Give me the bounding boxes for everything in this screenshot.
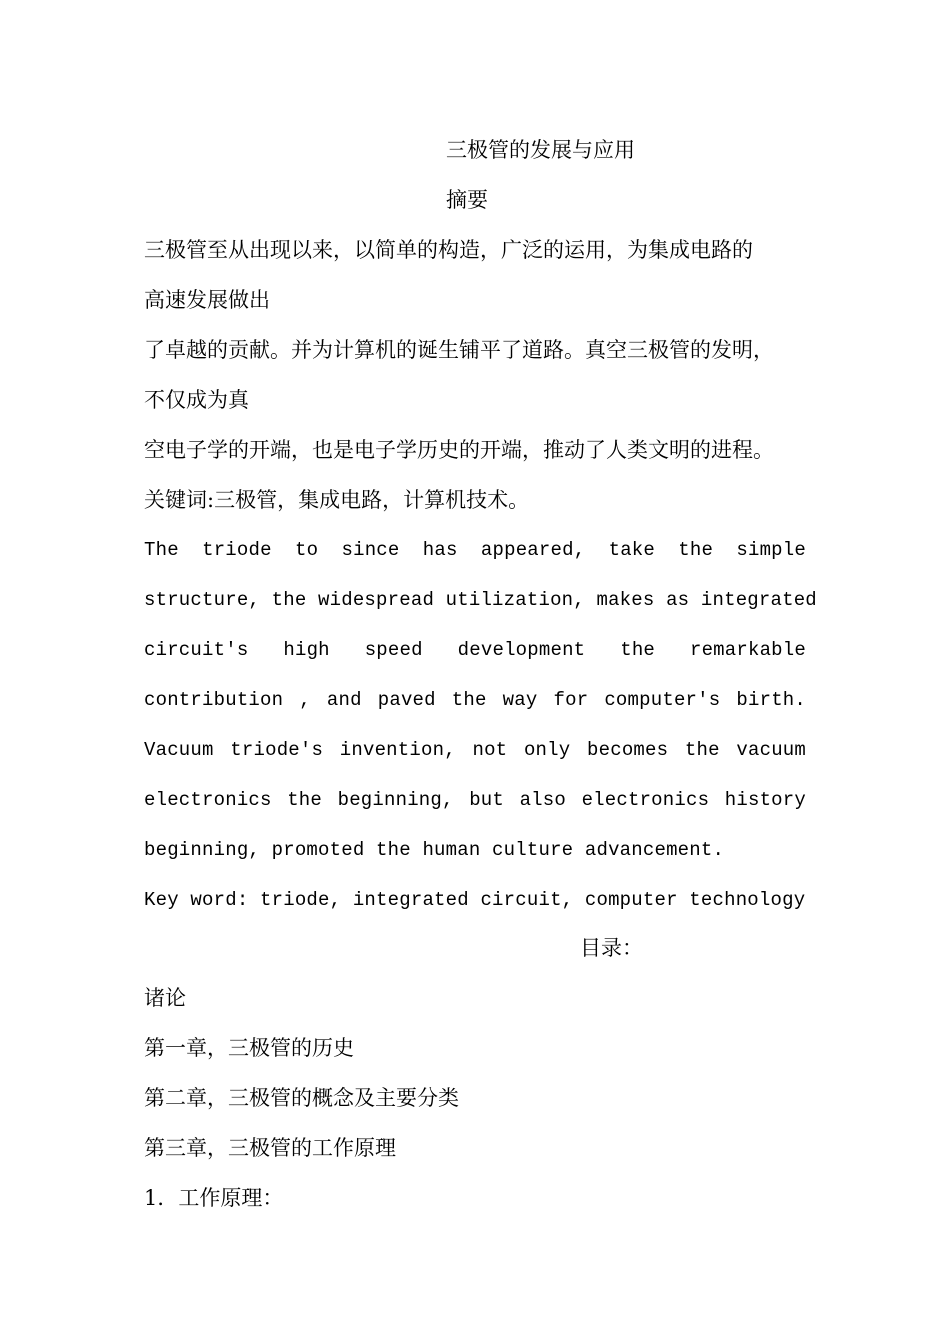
english-abstract-line: electronics the beginning, but also electronics history [144, 789, 806, 811]
english-abstract-line: The triode to since has appeared, take the simple [144, 539, 806, 561]
english-abstract-line: contribution , and paved the way for computer's birth. [144, 689, 806, 711]
chinese-abstract-line: 了卓越的贡献。并为计算机的诞生铺平了道路。真空三极管的发明， [144, 338, 774, 362]
english-abstract-line: circuit's high speed development the remarkable [144, 639, 806, 661]
toc-item: 1．工作原理： [144, 1186, 284, 1210]
toc-item: 第三章，三极管的工作原理 [144, 1136, 396, 1160]
chinese-abstract-line: 不仅成为真 [144, 388, 249, 412]
toc-item: 诸论 [144, 986, 186, 1010]
toc-heading: 目录： [580, 936, 643, 960]
chinese-abstract-line: 高速发展做出 [144, 288, 270, 312]
toc-item: 第一章，三极管的历史 [144, 1036, 354, 1060]
chinese-keywords: 关键词:三极管，集成电路，计算机技术。 [144, 488, 530, 512]
english-abstract-line: structure, the widespread utilization, makes as integrated [144, 589, 817, 611]
english-keywords: Key word: triode, integrated circuit, computer technology [144, 889, 806, 911]
abstract-heading: 摘要 [446, 188, 488, 212]
english-abstract-line: Vacuum triode's invention, not only becomes the vacuum [144, 739, 806, 761]
chinese-abstract-line: 空电子学的开端，也是电子学历史的开端，推动了人类文明的进程。 [144, 438, 774, 462]
document-title: 三极管的发展与应用 [446, 138, 635, 162]
english-abstract-line: beginning, promoted the human culture advancement. [144, 839, 725, 861]
toc-item: 第二章，三极管的概念及主要分类 [144, 1086, 459, 1110]
chinese-abstract-line: 三极管至从出现以来，以简单的构造，广泛的运用，为集成电路的 [144, 238, 753, 262]
